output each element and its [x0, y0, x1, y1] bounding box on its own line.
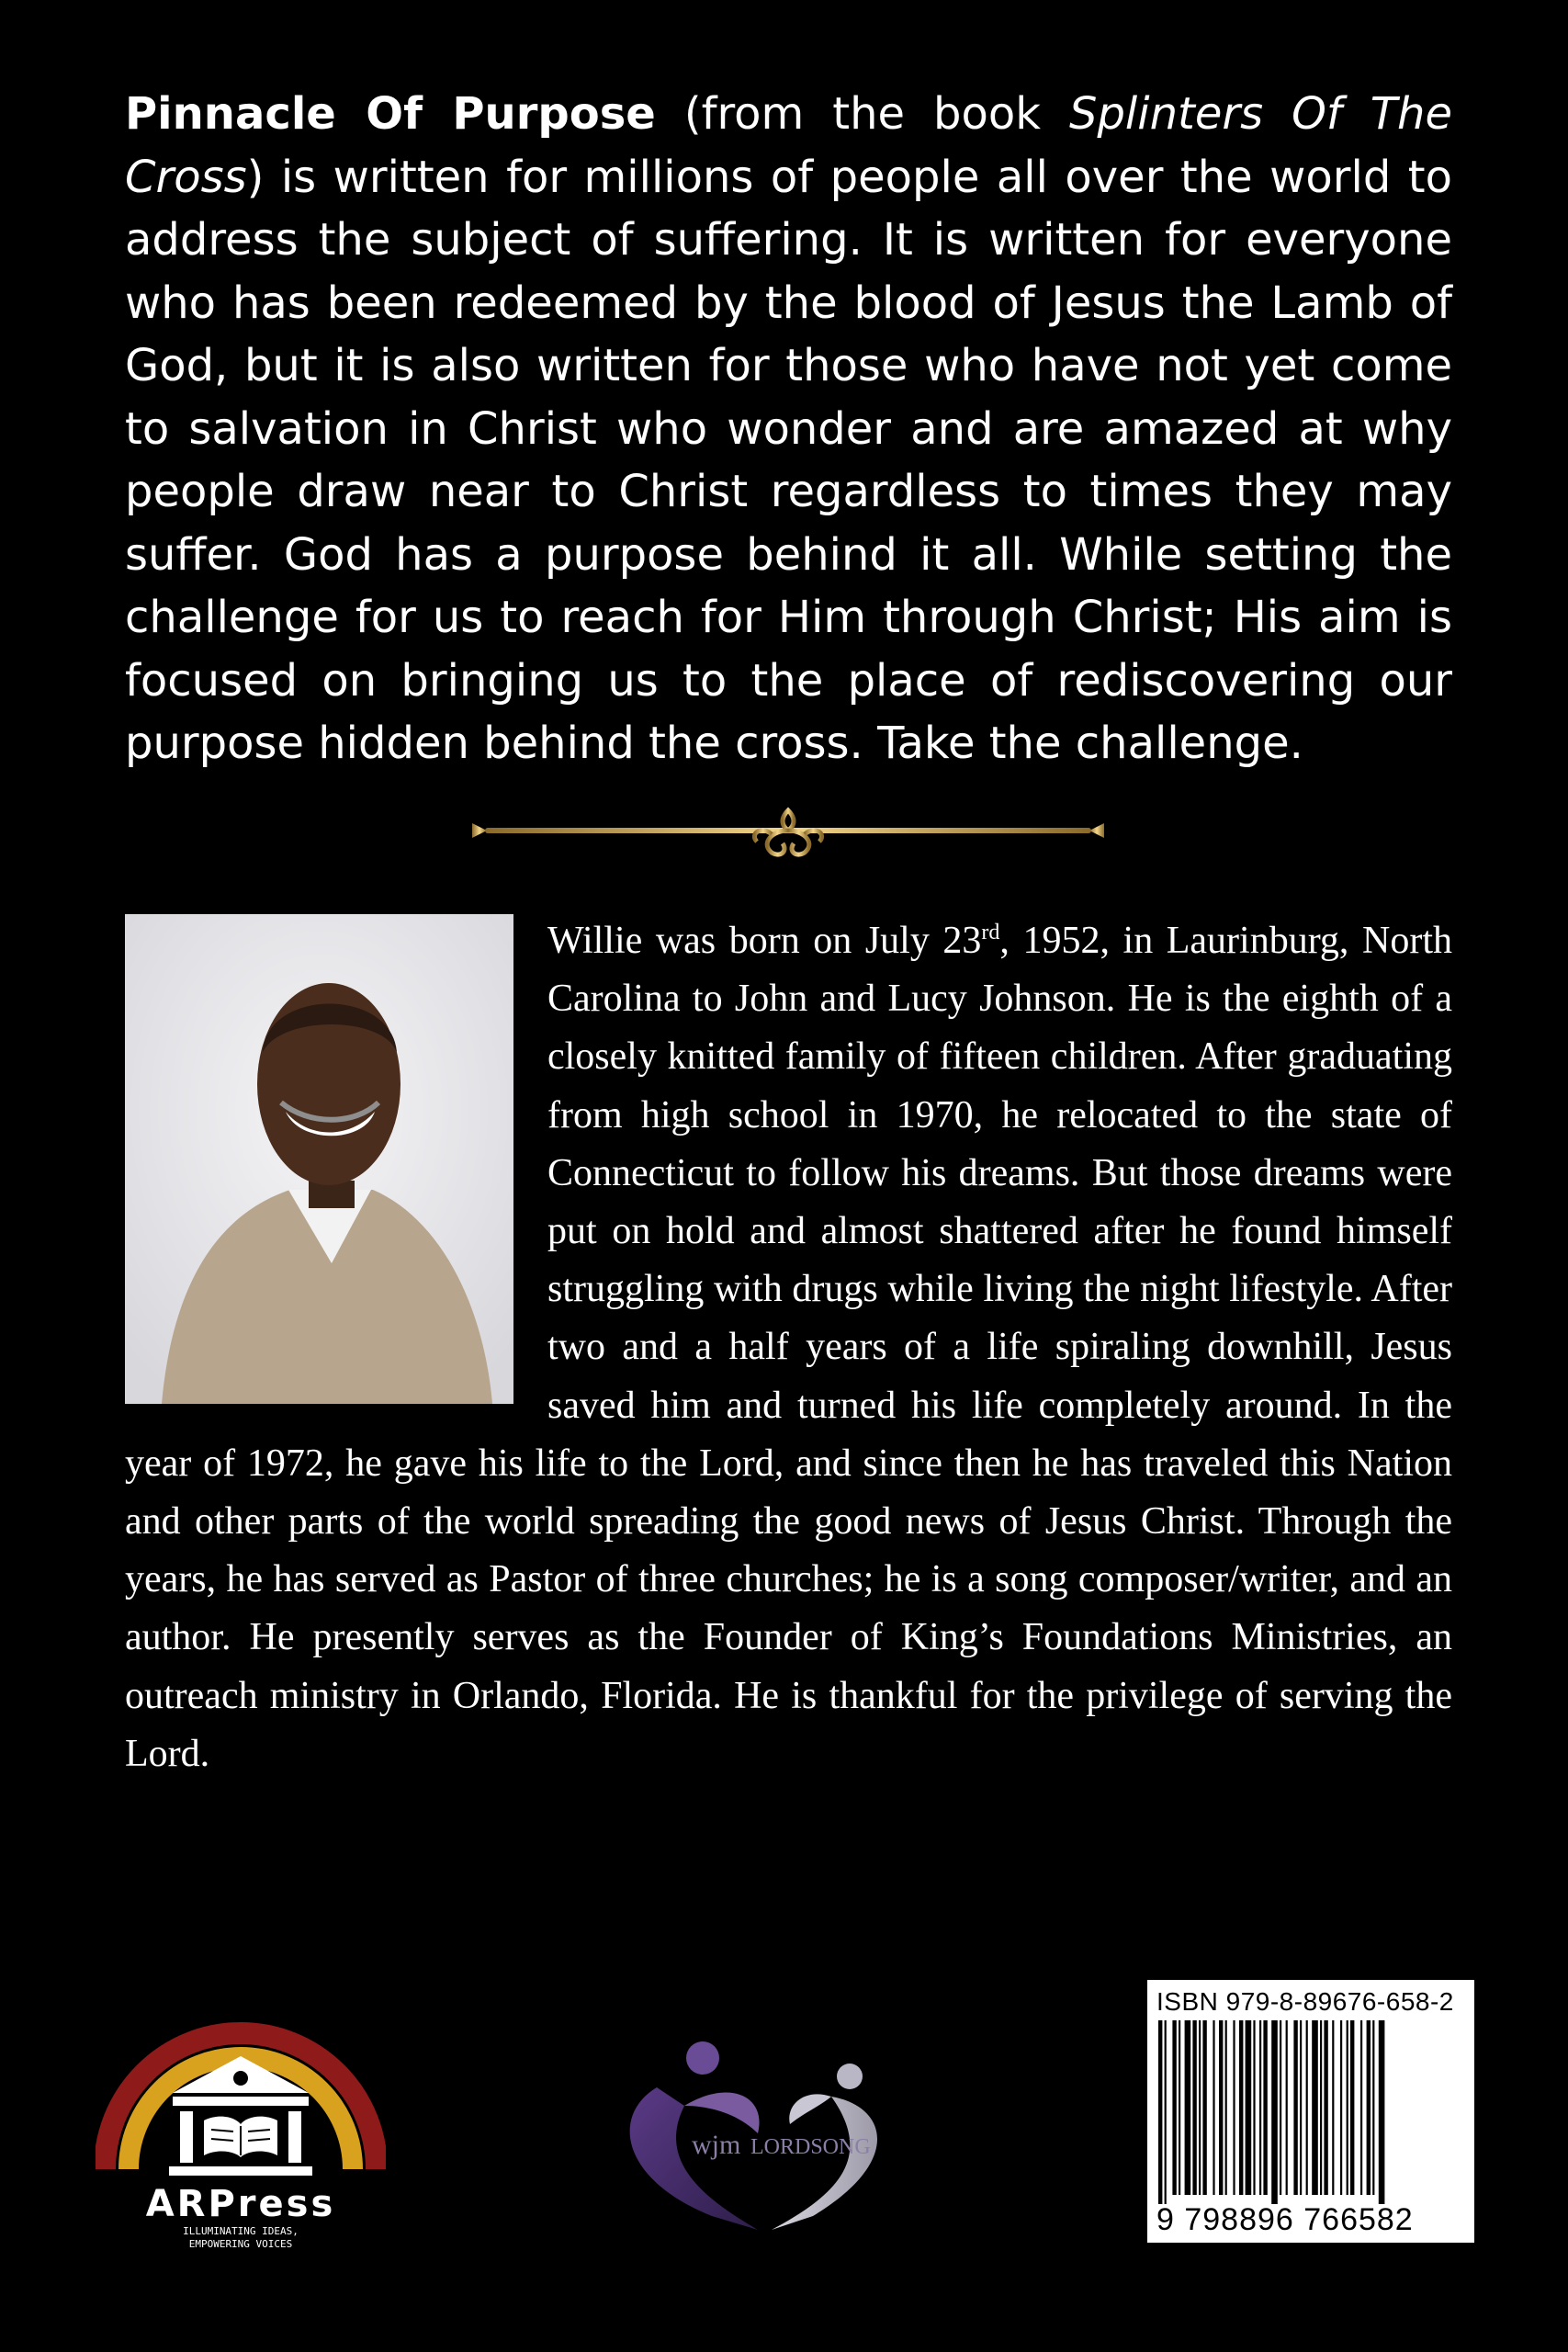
source-book-title: Splinters Of The Cross [125, 88, 1452, 203]
barcode-bar [1367, 2020, 1371, 2195]
blurb-paragraph [125, 83, 1452, 775]
barcode-bar [1306, 2020, 1308, 2195]
barcode-bar [1293, 2020, 1297, 2195]
bio-intro: Willie was born on July 23 [547, 920, 982, 962]
barcode-bar [1350, 2020, 1354, 2195]
barcode-bar [1347, 2020, 1348, 2195]
barcode-bar [1199, 2020, 1201, 2195]
book-title: Pinnacle Of Purpose [125, 88, 656, 140]
barcode-bar [1320, 2020, 1322, 2195]
ministry-name-right: LORDSONG [750, 2135, 871, 2159]
bio-superscript: rd [981, 921, 1000, 944]
barcode-bar [1219, 2020, 1223, 2195]
ministry-logo [602, 2032, 951, 2234]
publisher-logo [96, 1999, 386, 2252]
barcode-bar [1202, 2020, 1206, 2195]
barcode-bar [1340, 2020, 1342, 2195]
barcode-bar [1332, 2020, 1334, 2195]
barcode-bar [1185, 2020, 1191, 2195]
barcode-bar [1192, 2020, 1196, 2195]
barcode-bar [1179, 2020, 1180, 2195]
publisher-name: ARPress [145, 2183, 336, 2225]
isbn-barcode [1147, 1980, 1474, 2243]
blurb-from: (from the book [655, 88, 1069, 140]
barcode-bar [1172, 2020, 1176, 2195]
isbn-label: ISBN 979-8-89676-658-2 [1156, 1987, 1454, 2016]
barcode-bars [1158, 2020, 1463, 2204]
barcode-bar [1324, 2020, 1327, 2195]
barcode-bar [1239, 2020, 1243, 2195]
barcode-bar [1259, 2020, 1261, 2195]
barcode-bar [1300, 2020, 1302, 2195]
barcode-bar [1225, 2020, 1227, 2195]
author-bio [125, 912, 1452, 1783]
publisher-tagline-2: EMPOWERING VOICES [188, 2238, 293, 2250]
barcode-bar [1233, 2020, 1235, 2195]
barcode-bar [1246, 2020, 1252, 2195]
ornamental-divider [468, 797, 1108, 864]
barcode-bar [1271, 2020, 1278, 2204]
publisher-tagline-1: ILLUMINATING IDEAS, [183, 2225, 299, 2237]
isbn-digits: 9 798896 766582 [1156, 2202, 1414, 2237]
barcode-bar [1286, 2020, 1288, 2195]
barcode-bar [1280, 2020, 1281, 2195]
barcode-bar [1372, 2020, 1374, 2195]
barcode-bar [1360, 2020, 1362, 2195]
barcode-bar [1253, 2020, 1255, 2195]
barcode-bar [1213, 2020, 1214, 2195]
barcode-bar [1379, 2020, 1385, 2204]
blurb-body: ) is written for millions of people all over the world to address the subject of suffering. It is written for everyone who has been redeemed by the blood of Jesus the Lamb of God, but it is also written for those who have not yet come to salvation in Christ who wonder and are amazed at why people draw near to Christ regardless to times they may suffer. God has a purpose behind it all. While setting the challenge for us to reach for Him through Christ; His aim is focused on bringing us to the place of rediscovering our purpose hidden behind the cross. Take the challenge. [125, 151, 1452, 769]
barcode-bar [1165, 2020, 1167, 2204]
photo-wrap-space [125, 912, 547, 1427]
barcode-bar [1312, 2020, 1318, 2195]
ministry-name-left: wjm [692, 2130, 741, 2160]
barcode-bar [1158, 2020, 1162, 2204]
bio-body: , 1952, in Laurinburg, North Carolina to John and Lucy Johnson. He is the eighth of a closely knitted family of fifteen children. After graduating from high school in 1970, he relocated to the state of Connecticut to follow his dreams. But those dreams were put on hold and almost shattered after he found himself struggling with drugs while living the night lifestyle. After two and a half years of a life spiraling downhill, Jesus saved him and turned his life completely around. In the year of 1972, he gave his life to the Lord, and since then he has traveled this Nation and other parts of the world spreading the good news of Jesus Christ. Through the years, he has served as Pastor of three churches; he is a song composer/writer, and an author. He presently serves as the Founder of King’s Foundations Ministries, an outreach ministry in Orlando, Florida. He is thankful for the privilege of serving the Lord. [125, 920, 1452, 1775]
barcode-bar [1263, 2020, 1267, 2195]
